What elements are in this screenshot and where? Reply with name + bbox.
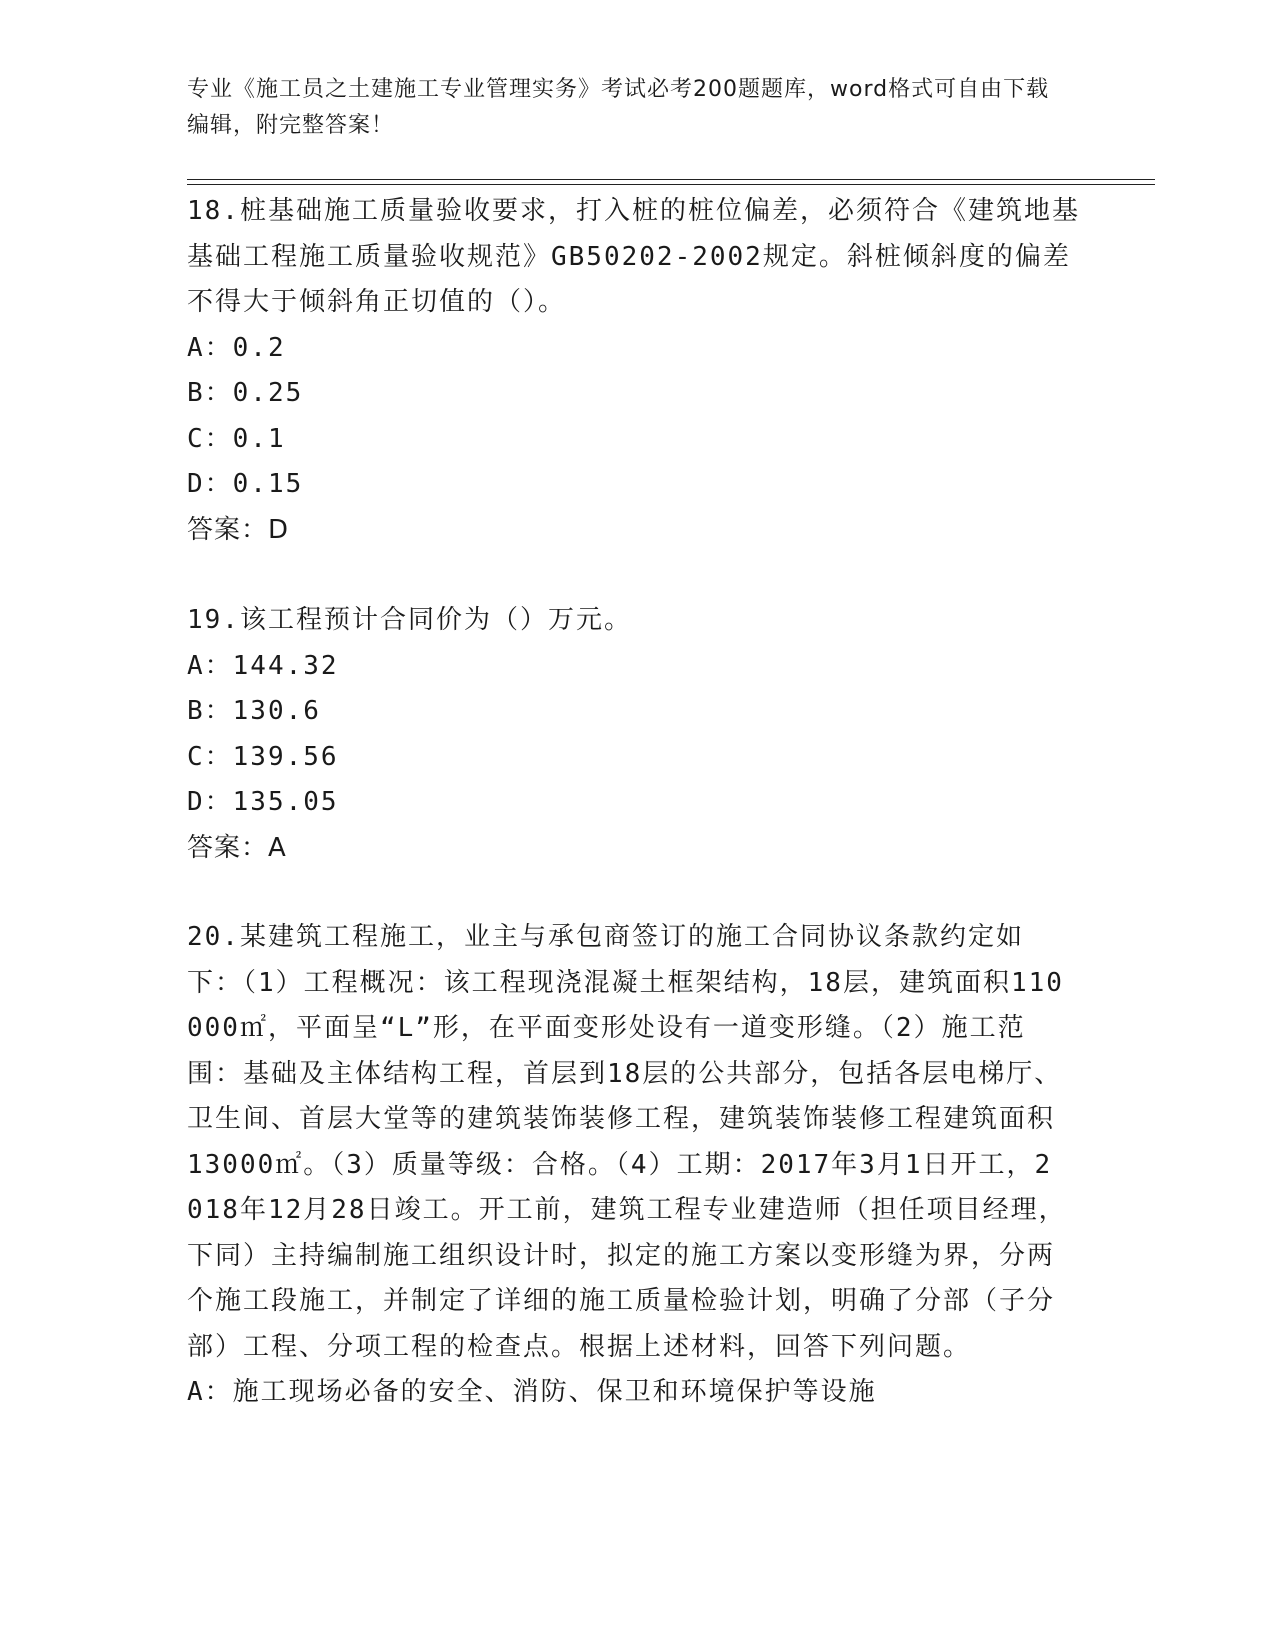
option-c: C：139.56 [187,741,339,772]
question-text: 18.桩基础施工质量验收要求，打入桩的桩位偏差，必须符合《建筑地基基础工程施工质量验收规范》GB50202-2002规定。斜桩倾斜度的偏差不得大于倾斜角正切值的（）。 [187,196,1080,317]
option-a: A：144.32 [187,650,339,681]
option-c: C：0.1 [187,423,286,454]
option-a: A：施工现场必备的安全、消防、保卫和环境保护等设施 [187,1377,877,1407]
document-header: 专业《施工员之土建施工专业管理实务》考试必考200题题库，word格式可自由下载编辑，附完整答案！ [187,77,1050,138]
option-b: B：0.25 [187,378,304,408]
question-19 [187,598,1087,871]
option-d: D：0.15 [187,469,304,499]
option-d: D：135.05 [187,787,339,817]
question-text: 19.该工程预计合同价为（）万元。 [187,605,632,635]
question-18 [187,189,1087,553]
option-b: B：130.6 [187,696,321,726]
answer: 答案：A [187,832,287,863]
header-divider-bottom [187,184,1155,185]
question-text: 20.某建筑工程施工，业主与承包商签订的施工合同协议条款约定如下：（1）工程概况：该工程现浇混凝土框架结构，18层，建筑面积110000㎡，平面呈“L”形，在平面变形处设有一道变形缝。（2）施工范围：基础及主体结构工程，首层到18层的公共部分，包括各层电梯厅、卫生间、首层大堂等的建筑装饰装修工程，建筑装饰装修工程建筑面积13000㎡。（3）质量等级：合格。（4）工期：2017年3月1日开工，2018年12月28日竣工。开工前，建筑工程专业建造师（担任项目经理，下同）主持编制施工组织设计时，拟定的施工方案以变形缝为界，分两个施工段施工，并制定了详细的施工质量检验计划，明确了分部（子分部）工程、分项工程的检查点。根据上述材料，回答下列问题。 [187,922,1067,1362]
header-divider-top [187,179,1155,180]
answer: 答案：D [187,514,290,545]
option-a: A：0.2 [187,332,286,363]
question-20 [187,915,1087,1416]
